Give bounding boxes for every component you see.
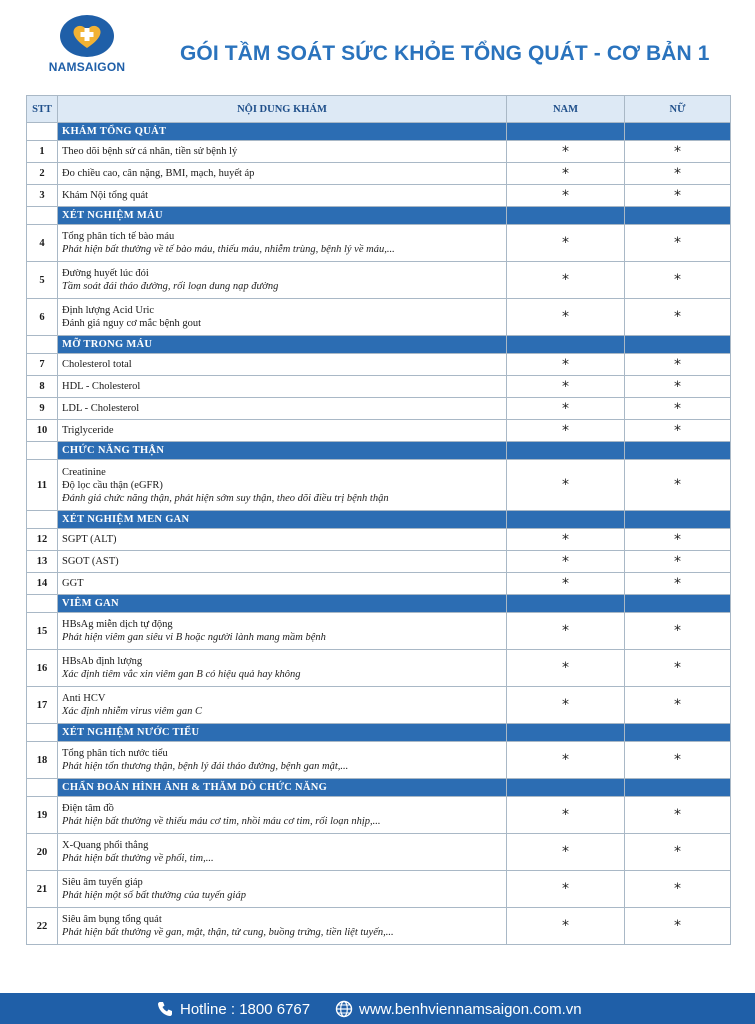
male-included-mark: * bbox=[507, 376, 625, 398]
exam-item-description: Xác định tiêm vắc xin viêm gan B có hiệu quả hay không bbox=[62, 669, 301, 680]
exam-content-cell bbox=[58, 797, 507, 834]
row-number: 7 bbox=[27, 354, 58, 376]
row-number: 19 bbox=[27, 797, 58, 834]
section-fill-cell bbox=[507, 336, 625, 354]
exam-item-description: Xác định nhiễm virus viêm gan C bbox=[62, 706, 202, 717]
row-number: 14 bbox=[27, 573, 58, 595]
logo bbox=[42, 14, 132, 74]
exam-content-cell bbox=[58, 185, 507, 207]
exam-content-cell bbox=[58, 687, 507, 724]
exam-item-name: Triglyceride bbox=[62, 425, 114, 436]
male-included-mark: * bbox=[507, 834, 625, 871]
row-number: 4 bbox=[27, 225, 58, 262]
exam-content-cell bbox=[58, 398, 507, 420]
table-row bbox=[27, 163, 731, 185]
section-stt-cell bbox=[27, 123, 58, 141]
exam-item-name: Định lượng Acid Uric bbox=[62, 305, 155, 316]
female-included-mark: * bbox=[625, 460, 731, 511]
exam-item-description: Phát hiện bất thường về thiếu máu cơ tim, nhồi máu cơ tim, rối loạn nhịp,... bbox=[62, 816, 381, 827]
section-row bbox=[27, 442, 731, 460]
section-fill-cell bbox=[507, 595, 625, 613]
exam-content-cell bbox=[58, 354, 507, 376]
exam-item-description: Phát hiện tổn thương thận, bệnh lý đái tháo đường, bệnh gan mật,... bbox=[62, 761, 349, 772]
male-included-mark: * bbox=[507, 262, 625, 299]
exam-item-description: Phát hiện bất thường về tế bào máu, thiếu máu, nhiễm trùng, bệnh lý về máu,... bbox=[62, 244, 395, 255]
section-stt-cell bbox=[27, 442, 58, 460]
section-label: VIÊM GAN bbox=[58, 595, 507, 613]
exam-item-description: Phát hiện viêm gan siêu vi B hoặc người lành mang mầm bệnh bbox=[62, 632, 326, 643]
exam-content-cell bbox=[58, 742, 507, 779]
exam-content-cell bbox=[58, 262, 507, 299]
exam-item-name: X-Quang phổi thẳng bbox=[62, 840, 149, 851]
female-included-mark: * bbox=[625, 834, 731, 871]
row-number: 10 bbox=[27, 420, 58, 442]
row-number: 15 bbox=[27, 613, 58, 650]
section-stt-cell bbox=[27, 511, 58, 529]
exam-item-name: Siêu âm bụng tổng quát bbox=[62, 914, 162, 925]
section-fill-cell bbox=[507, 724, 625, 742]
page-header bbox=[0, 0, 755, 94]
table-row bbox=[27, 551, 731, 573]
page-title: GÓI TẦM SOÁT SỨC KHỎE TỔNG QUÁT - CƠ BẢN 1 bbox=[180, 42, 710, 65]
female-included-mark: * bbox=[625, 141, 731, 163]
exam-content-cell bbox=[58, 834, 507, 871]
row-number: 9 bbox=[27, 398, 58, 420]
section-row bbox=[27, 336, 731, 354]
exam-content-cell bbox=[58, 420, 507, 442]
exam-content-cell bbox=[58, 529, 507, 551]
female-included-mark: * bbox=[625, 613, 731, 650]
hotline-text: Hotline : 1800 6767 bbox=[180, 1000, 311, 1018]
section-fill-cell bbox=[507, 123, 625, 141]
logo-text: NAMSAIGON bbox=[48, 60, 126, 74]
male-included-mark: * bbox=[507, 185, 625, 207]
table-row bbox=[27, 573, 731, 595]
female-included-mark: * bbox=[625, 262, 731, 299]
row-number: 5 bbox=[27, 262, 58, 299]
row-number: 21 bbox=[27, 871, 58, 908]
section-row bbox=[27, 123, 731, 141]
male-included-mark: * bbox=[507, 398, 625, 420]
exam-item-name: Cholesterol total bbox=[62, 359, 132, 370]
male-included-mark: * bbox=[507, 871, 625, 908]
table-row bbox=[27, 376, 731, 398]
table-body bbox=[27, 123, 731, 945]
exam-content-cell bbox=[58, 460, 507, 511]
female-included-mark: * bbox=[625, 742, 731, 779]
section-fill-cell bbox=[625, 595, 731, 613]
table-row bbox=[27, 185, 731, 207]
male-included-mark: * bbox=[507, 650, 625, 687]
female-included-mark: * bbox=[625, 420, 731, 442]
row-number: 12 bbox=[27, 529, 58, 551]
female-included-mark: * bbox=[625, 398, 731, 420]
row-number: 16 bbox=[27, 650, 58, 687]
row-number: 20 bbox=[27, 834, 58, 871]
female-included-mark: * bbox=[625, 551, 731, 573]
female-included-mark: * bbox=[625, 573, 731, 595]
table-row bbox=[27, 908, 731, 945]
website-text: www.benhviennamsaigon.com.vn bbox=[359, 1000, 582, 1018]
male-included-mark: * bbox=[507, 551, 625, 573]
row-number: 11 bbox=[27, 460, 58, 511]
exam-item-description: Phát hiện bất thường về gan, mật, thận, tử cung, buồng trứng, tiền liệt tuyến,... bbox=[62, 927, 394, 938]
table-row bbox=[27, 299, 731, 336]
section-fill-cell bbox=[507, 207, 625, 225]
table-row bbox=[27, 834, 731, 871]
row-number: 17 bbox=[27, 687, 58, 724]
exam-item-name: HDL - Cholesterol bbox=[62, 381, 141, 392]
male-included-mark: * bbox=[507, 613, 625, 650]
hotline[interactable] bbox=[156, 1000, 310, 1018]
table-row bbox=[27, 613, 731, 650]
exam-content-cell bbox=[58, 573, 507, 595]
exam-item-name: Tổng phân tích tế bào máu bbox=[62, 231, 175, 242]
male-included-mark: * bbox=[507, 460, 625, 511]
table-row bbox=[27, 871, 731, 908]
row-number: 22 bbox=[27, 908, 58, 945]
section-fill-cell bbox=[625, 123, 731, 141]
section-label: MỠ TRONG MÁU bbox=[58, 336, 507, 354]
exam-content-cell bbox=[58, 551, 507, 573]
table-row bbox=[27, 797, 731, 834]
section-row bbox=[27, 595, 731, 613]
female-included-mark: * bbox=[625, 163, 731, 185]
section-stt-cell bbox=[27, 336, 58, 354]
column-header-stt: STT bbox=[27, 96, 58, 123]
column-header-male: NAM bbox=[507, 96, 625, 123]
exam-item-name: Đánh giá nguy cơ mắc bệnh gout bbox=[62, 318, 202, 329]
male-included-mark: * bbox=[507, 797, 625, 834]
male-included-mark: * bbox=[507, 908, 625, 945]
exam-content-cell bbox=[58, 650, 507, 687]
footer-bar bbox=[0, 993, 755, 1024]
male-included-mark: * bbox=[507, 141, 625, 163]
section-row bbox=[27, 724, 731, 742]
exam-content-cell bbox=[58, 163, 507, 185]
exam-item-name: Độ lọc cầu thận (eGFR) bbox=[62, 479, 163, 491]
male-included-mark: * bbox=[507, 687, 625, 724]
female-included-mark: * bbox=[625, 185, 731, 207]
exam-item-name: SGPT (ALT) bbox=[62, 534, 117, 545]
exam-item-name: HBsAb định lượng bbox=[62, 656, 143, 667]
section-stt-cell bbox=[27, 207, 58, 225]
phone-icon bbox=[156, 1000, 174, 1018]
exam-content-cell bbox=[58, 908, 507, 945]
female-included-mark: * bbox=[625, 908, 731, 945]
exam-item-name: Tổng phân tích nước tiểu bbox=[62, 748, 168, 759]
website-link[interactable] bbox=[335, 1000, 582, 1018]
female-included-mark: * bbox=[625, 225, 731, 262]
female-included-mark: * bbox=[625, 376, 731, 398]
female-included-mark: * bbox=[625, 299, 731, 336]
column-header-female: NỮ bbox=[625, 96, 731, 123]
table-row bbox=[27, 529, 731, 551]
female-included-mark: * bbox=[625, 529, 731, 551]
heart-cross-logo-icon bbox=[58, 14, 116, 58]
table-row bbox=[27, 687, 731, 724]
female-included-mark: * bbox=[625, 650, 731, 687]
section-label: CHỨC NĂNG THẬN bbox=[58, 442, 507, 460]
exam-item-description: Phát hiện một số bất thường của tuyến giáp bbox=[62, 890, 246, 901]
section-row bbox=[27, 511, 731, 529]
exam-item-name: HBsAg miễn dịch tự động bbox=[62, 619, 173, 630]
exam-item-name: Anti HCV bbox=[62, 693, 106, 704]
exam-item-name: Creatinine bbox=[62, 466, 106, 478]
female-included-mark: * bbox=[625, 797, 731, 834]
female-included-mark: * bbox=[625, 687, 731, 724]
table-row bbox=[27, 141, 731, 163]
row-number: 2 bbox=[27, 163, 58, 185]
table-row bbox=[27, 398, 731, 420]
table-row bbox=[27, 650, 731, 687]
row-number: 3 bbox=[27, 185, 58, 207]
exam-content-cell bbox=[58, 376, 507, 398]
section-stt-cell bbox=[27, 595, 58, 613]
section-fill-cell bbox=[625, 511, 731, 529]
section-fill-cell bbox=[625, 779, 731, 797]
male-included-mark: * bbox=[507, 299, 625, 336]
exam-item-name: Điện tâm đồ bbox=[62, 803, 114, 814]
section-fill-cell bbox=[625, 336, 731, 354]
exam-item-description: Đánh giá chức năng thận, phát hiện sớm suy thận, theo dõi điều trị bệnh thận bbox=[62, 492, 389, 504]
section-label: KHÁM TỔNG QUÁT bbox=[58, 123, 507, 141]
exam-item-description: Phát hiện bất thường về phổi, tim,... bbox=[62, 853, 214, 864]
table-row bbox=[27, 262, 731, 299]
section-label: XÉT NGHIỆM MEN GAN bbox=[58, 511, 507, 529]
section-row bbox=[27, 779, 731, 797]
male-included-mark: * bbox=[507, 529, 625, 551]
section-row bbox=[27, 207, 731, 225]
male-included-mark: * bbox=[507, 225, 625, 262]
section-fill-cell bbox=[507, 779, 625, 797]
section-label: XÉT NGHIỆM MÁU bbox=[58, 207, 507, 225]
exam-content-cell bbox=[58, 613, 507, 650]
row-number: 8 bbox=[27, 376, 58, 398]
table-row bbox=[27, 420, 731, 442]
table-header-row bbox=[27, 96, 731, 123]
male-included-mark: * bbox=[507, 742, 625, 779]
exam-content-cell bbox=[58, 141, 507, 163]
exam-item-name: Khám Nội tổng quát bbox=[62, 190, 149, 201]
row-number: 1 bbox=[27, 141, 58, 163]
exam-item-name: Theo dõi bệnh sử cá nhân, tiền sử bệnh lý bbox=[62, 146, 238, 157]
male-included-mark: * bbox=[507, 354, 625, 376]
exam-item-name: LDL - Cholesterol bbox=[62, 403, 140, 414]
female-included-mark: * bbox=[625, 354, 731, 376]
section-fill-cell bbox=[507, 442, 625, 460]
exam-content-cell bbox=[58, 871, 507, 908]
female-included-mark: * bbox=[625, 871, 731, 908]
section-fill-cell bbox=[507, 511, 625, 529]
table-row bbox=[27, 225, 731, 262]
exam-content-cell bbox=[58, 299, 507, 336]
section-stt-cell bbox=[27, 779, 58, 797]
section-fill-cell bbox=[625, 207, 731, 225]
row-number: 6 bbox=[27, 299, 58, 336]
globe-icon bbox=[335, 1000, 353, 1018]
exam-item-name: GGT bbox=[62, 578, 84, 589]
section-label: CHẨN ĐOÁN HÌNH ẢNH & THĂM DÒ CHỨC NĂNG bbox=[58, 779, 507, 797]
male-included-mark: * bbox=[507, 573, 625, 595]
column-header-content: NỘI DUNG KHÁM bbox=[58, 96, 507, 123]
exam-item-name: Siêu âm tuyến giáp bbox=[62, 877, 143, 888]
exam-content-cell bbox=[58, 225, 507, 262]
section-label: XÉT NGHIỆM NƯỚC TIỂU bbox=[58, 724, 507, 742]
row-number: 13 bbox=[27, 551, 58, 573]
male-included-mark: * bbox=[507, 420, 625, 442]
exam-item-name: SGOT (AST) bbox=[62, 556, 119, 567]
row-number: 18 bbox=[27, 742, 58, 779]
section-fill-cell bbox=[625, 724, 731, 742]
exam-item-description: Tầm soát đái tháo đường, rối loạn dung nạp đường bbox=[62, 281, 279, 292]
male-included-mark: * bbox=[507, 163, 625, 185]
table-row bbox=[27, 354, 731, 376]
exam-item-name: Đường huyết lúc đói bbox=[62, 268, 149, 279]
exam-table bbox=[26, 95, 731, 945]
section-stt-cell bbox=[27, 724, 58, 742]
table-row bbox=[27, 460, 731, 511]
table-row bbox=[27, 742, 731, 779]
section-fill-cell bbox=[625, 442, 731, 460]
exam-item-name: Đo chiều cao, cân nặng, BMI, mạch, huyết áp bbox=[62, 168, 255, 179]
